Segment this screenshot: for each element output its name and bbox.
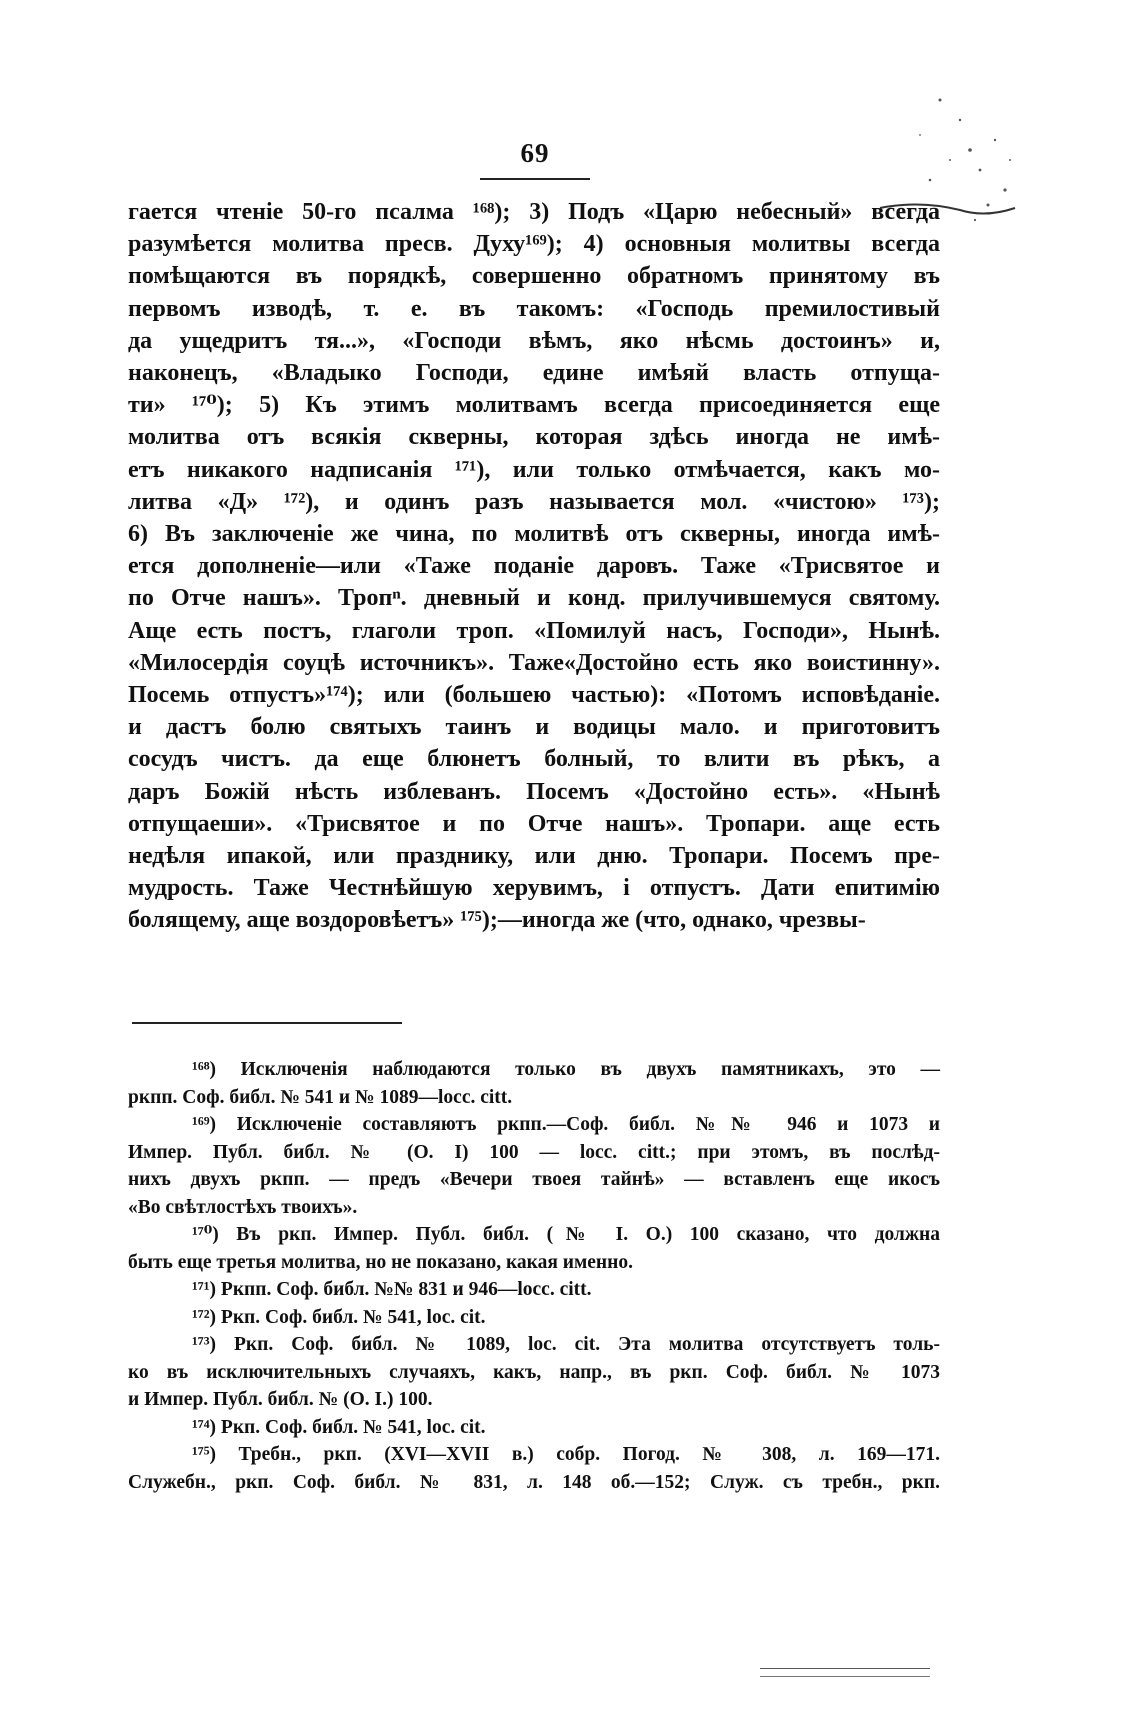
main-text-line: мудрость. Таже Честнѣйшую херувимъ, і отпустъ. Дати епитимію — [128, 875, 940, 902]
footnote-line: нихъ двухъ ркпп. — предъ «Вечери твоея тайнѣ» — вставленъ еще икосъ — [128, 1169, 940, 1190]
main-text-line: ти» ¹⁷⁰); 5) Къ этимъ молитвамъ всегда присоединяется еще — [128, 392, 940, 419]
footnote-line: ¹⁷³) Ркп. Соф. библ. № 1089, loc. cit. Эта молитва отсутствуетъ толь- — [192, 1334, 940, 1355]
main-text-line: гается чтеніе 50-го псалма ¹⁶⁸); 3) Подъ «Царю небесный» всегда — [128, 199, 940, 225]
footnote-line: ко въ исключительныхъ случаяхъ, какъ, напр., въ ркп. Соф. библ. № 1073 — [128, 1361, 940, 1383]
main-text-line: 6) Въ заключеніе же чина, по молитвѣ отъ скверны, иногда имѣ- — [128, 521, 940, 548]
main-text-line: литва «Д» ¹⁷²), и одинъ разъ называется мол. «чистою» ¹⁷³); — [128, 488, 940, 515]
footnote-line: «Во свѣтлостѣхъ твоихъ». — [128, 1196, 358, 1218]
footnote-line: ¹⁷⁰) Въ ркп. Импер. Публ. библ. (№ I. О.) 100 сказано, что должна — [192, 1224, 940, 1245]
main-text-block — [128, 196, 940, 937]
footnote-line: Служебн., ркп. Соф. библ. № 831, л. 148 об.—152; Служ. съ требн., ркп. — [128, 1471, 940, 1493]
main-text-line: первомъ изводѣ, т. е. въ такомъ: «Господь премилостивый — [128, 295, 940, 322]
footnote-line: ¹⁶⁸) Исключенія наблюдаются только въ двухъ памятникахъ, это — — [192, 1059, 940, 1080]
bottom-rule-2 — [760, 1676, 930, 1677]
main-text-line: молитва отъ всякія скверны, которая здѣсь иногда не имѣ- — [128, 424, 940, 451]
main-text-line: Аще есть постъ, глаголи троп. «Помилуй насъ, Господи», Нынѣ. — [128, 617, 940, 644]
main-text-line: болящему, аще воздоровѣетъ» ¹⁷⁵);—иногда же (что, однако, чрезвы- — [128, 907, 866, 934]
footnote-line: ¹⁷⁴) Ркп. Соф. библ. № 541, loc. cit. — [192, 1416, 486, 1438]
main-text-line: помѣщаются въ порядкѣ, совершенно обратномъ принятому въ — [128, 263, 940, 290]
footnotes-block — [128, 1056, 940, 1496]
main-text-line: Посемь отпустъ»¹⁷⁴); или (большею частью): «Потомъ исповѣданіе. — [128, 682, 940, 709]
main-text-line: и дастъ болю святыхъ таинъ и водицы мало. и приготовитъ — [128, 714, 940, 741]
main-text-line: по Отче нашъ». Тропⁿ. дневный и конд. прилучившемуся святому. — [128, 585, 940, 612]
main-text-line: да ущедритъ тя...», «Господи вѣмъ, яко нѣсмь достоинъ» и, — [128, 327, 940, 354]
main-text-line: «Милосердія соуцѣ источникъ». Таже«Достойно есть яко воистинну». — [128, 649, 940, 676]
footnote-separator — [132, 1022, 402, 1024]
main-text-line: ется дополненіе—или «Таже поданіе даровъ. Таже «Трисвятое и — [128, 553, 940, 580]
footnote-line: быть еще третья молитва, но не показано, какая именно. — [128, 1251, 634, 1273]
footnote-line: ркпп. Соф. библ. № 541 и № 1089—locc. citt. — [128, 1086, 513, 1108]
bottom-rule — [760, 1668, 930, 1669]
footnote-line: Импер. Публ. библ. № (О. I) 100 — locc. citt.; при этомъ, въ послѣд- — [128, 1141, 940, 1163]
main-text-line: даръ Божій нѣсть изблеванъ. Посемъ «Достойно есть». «Нынѣ — [128, 778, 940, 805]
main-text-line: недѣля ипакой, или празднику, или дню. Тропари. Посемъ пре- — [128, 843, 940, 870]
footnote-line: ¹⁷¹) Ркпп. Соф. библ. №№ 831 и 946—locc. citt. — [192, 1279, 592, 1300]
main-text-line: етъ никакого надписанія ¹⁷¹), или только отмѣчается, какъ мо- — [128, 456, 940, 483]
main-text-line: разумѣется молитва пресв. Духу¹⁶⁹); 4) основныя молитвы всегда — [128, 231, 940, 258]
footnote-line: ¹⁶⁹) Исключеніе составляютъ ркпп.—Соф. библ. №№ 946 и 1073 и — [192, 1114, 940, 1135]
page-number: 69 — [520, 138, 550, 168]
main-text-line: наконецъ, «Владыко Господи, едине имѣяй власть отпуща- — [128, 360, 940, 387]
footnote-line: ¹⁷²) Ркп. Соф. библ. № 541, loc. cit. — [192, 1306, 486, 1328]
footnote-line: и Импер. Публ. библ. № (О. I.) 100. — [128, 1389, 433, 1410]
main-text-line: отпущаеши». «Трисвятое и по Отче нашъ». Тропари. аще есть — [128, 810, 940, 837]
footnote-line: ¹⁷⁵) Требн., ркп. (XVI—XVII в.) собр. Погод. № 308, л. 169—171. — [192, 1444, 940, 1465]
main-text-line: сосудъ чистъ. да еще блюнетъ болный, то влити въ рѣкъ, а — [128, 746, 940, 773]
page-number-rule — [480, 178, 590, 180]
